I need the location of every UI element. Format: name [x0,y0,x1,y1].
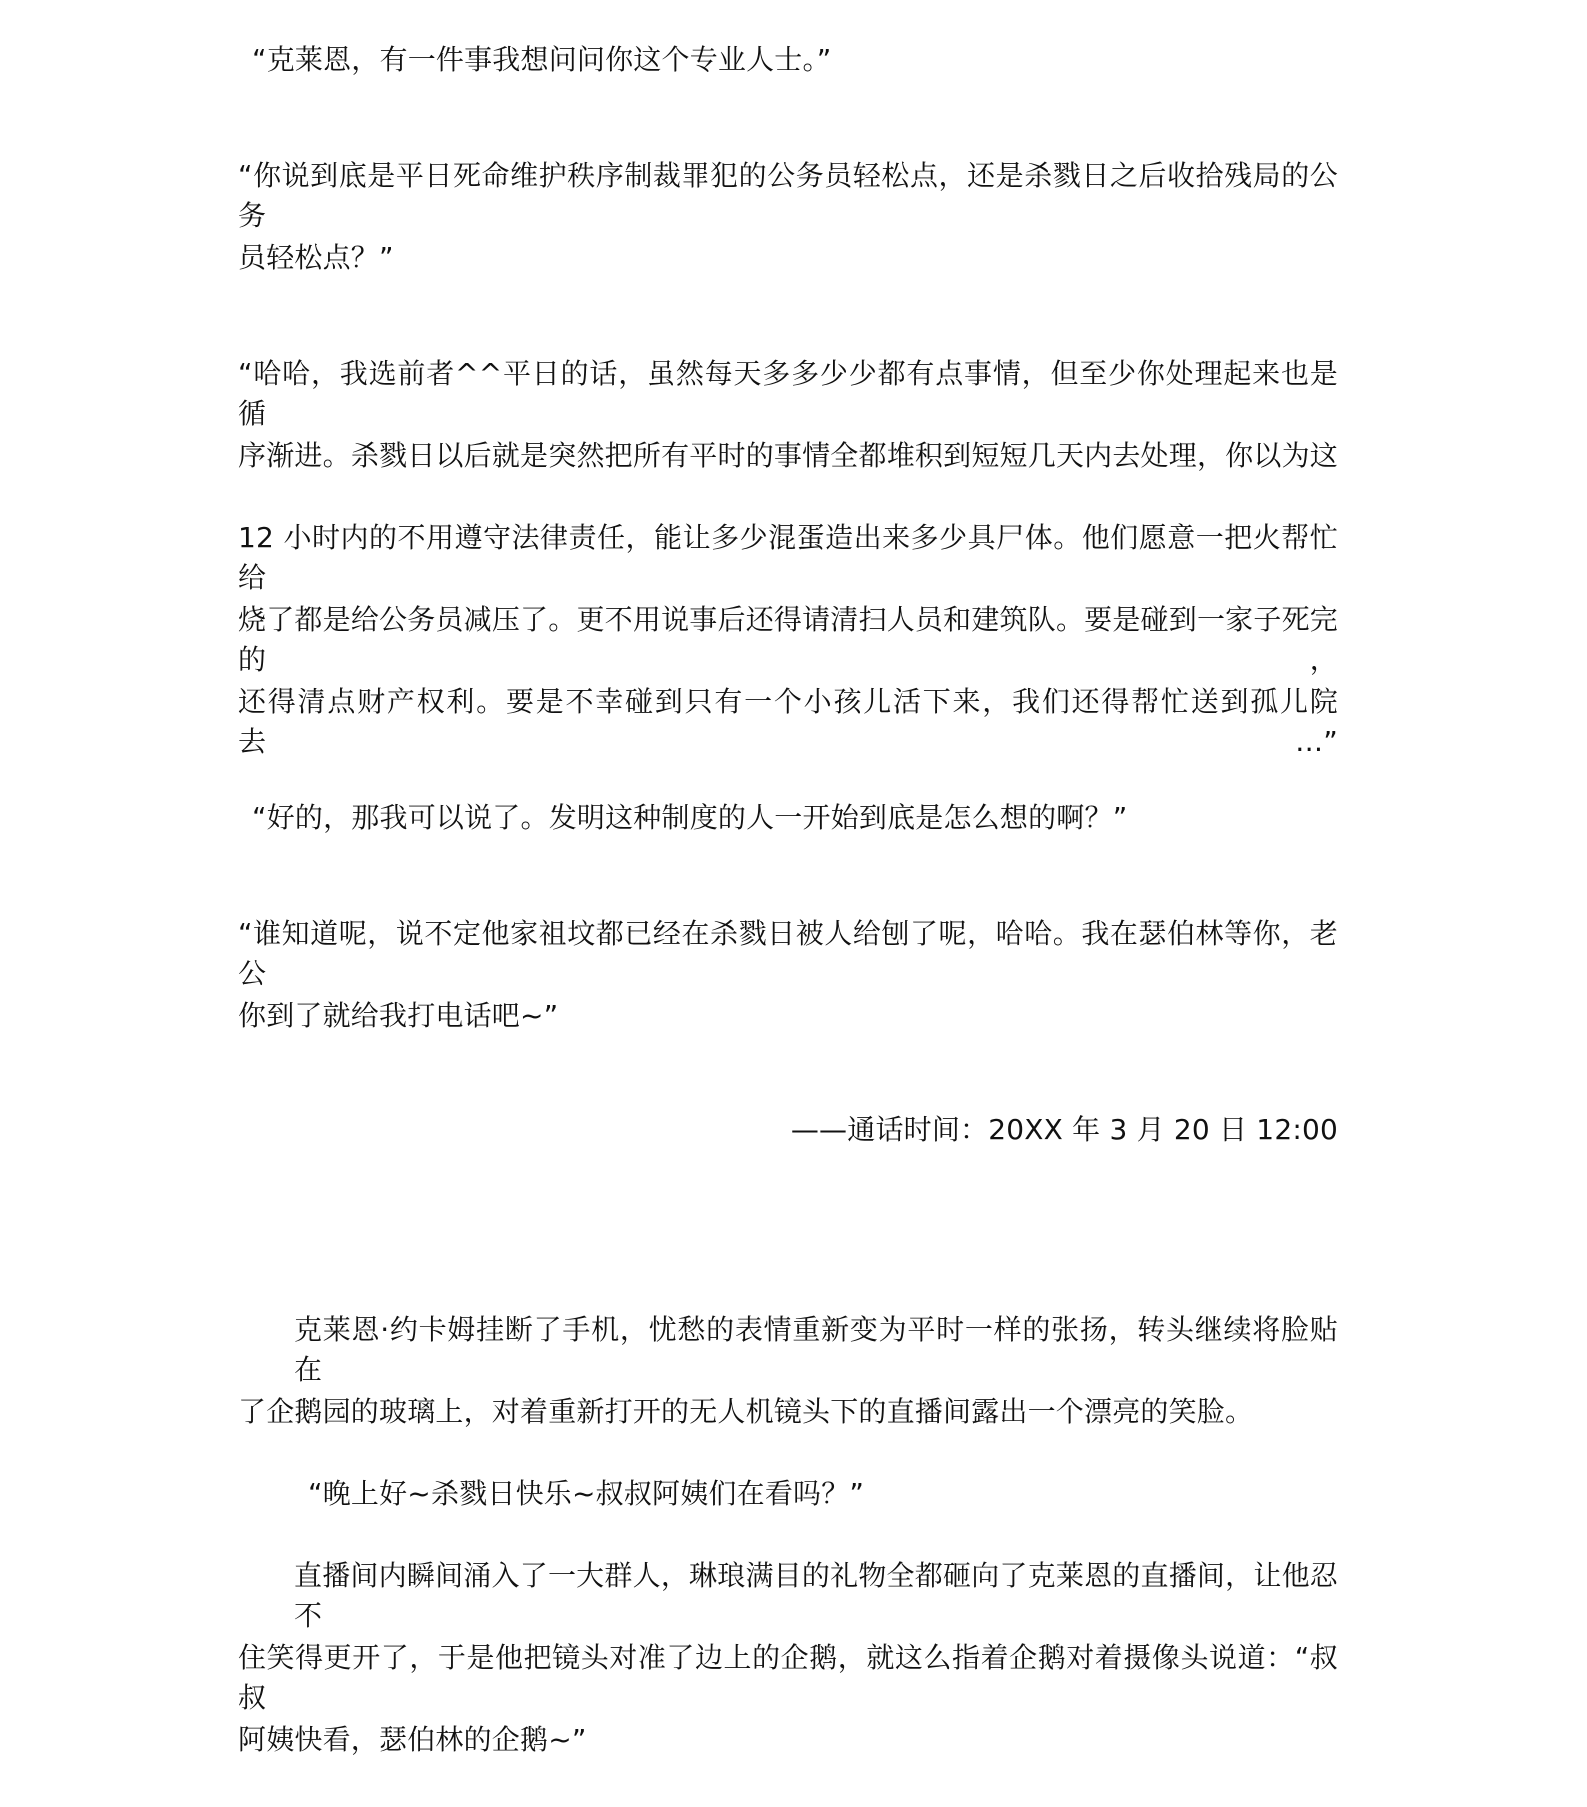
text-line: 序渐进。杀戮日以后就是突然把所有平时的事情全都堆积到短短几天内去处理，你以为这 [238,439,1338,472]
text-line: “好的，那我可以说了。发明这种制度的人一开始到底是怎么想的啊？” [252,801,1128,834]
text-line: “谁知道呢，说不定他家祖坟都已经在杀戮日被人给刨了呢，哈哈。我在瑟伯林等你，老公 [238,917,1338,990]
text-line: 住笑得更开了，于是他把镜头对准了边上的企鹅，就这么指着企鹅对着摄像头说道：“叔叔 [238,1641,1338,1714]
text-line: 直播间内瞬间涌入了一大群人，琳琅满目的礼物全都砸向了克莱恩的直播间，让他忍不 [294,1559,1338,1632]
text-line: “你说到底是平日死命维护秩序制裁罪犯的公务员轻松点，还是杀戮日之后收拾残局的公务 [238,159,1338,232]
text-line: 克莱恩·约卡姆挂断了手机，忧愁的表情重新变为平时一样的张扬，转头继续将脸贴在 [294,1313,1338,1386]
call-time-signature: ——通话时间：20XX 年 3 月 20 日 12:00 [790,1113,1338,1146]
text-line: “晚上好~杀戮日快乐~叔叔阿姨们在看吗？” [308,1477,865,1510]
text-line: 员轻松点？” [238,241,394,274]
text-line: 12 小时内的不用遵守法律责任，能让多少混蛋造出来多少具尸体。他们愿意一把火帮忙给 [238,521,1338,594]
text-line: 烧了都是给公务员减压了。更不用说事后还得请清扫人员和建筑队。要是碰到一家子死完的， [238,603,1338,676]
text-line: “克莱恩，有一件事我想问问你这个专业人士。” [252,43,832,76]
text-line: “哈哈，我选前者^^平日的话，虽然每天多多少少都有点事情，但至少你处理起来也是循 [238,357,1338,430]
text-line: 还得清点财产权利。要是不幸碰到只有一个小孩儿活下来，我们还得帮忙送到孤儿院去…” [238,685,1338,758]
text-line: 你到了就给我打电话吧~” [238,999,559,1032]
text-line: 阿姨快看，瑟伯林的企鹅~” [238,1723,587,1756]
text-line: 了企鹅园的玻璃上，对着重新打开的无人机镜头下的直播间露出一个漂亮的笑脸。 [238,1395,1254,1428]
